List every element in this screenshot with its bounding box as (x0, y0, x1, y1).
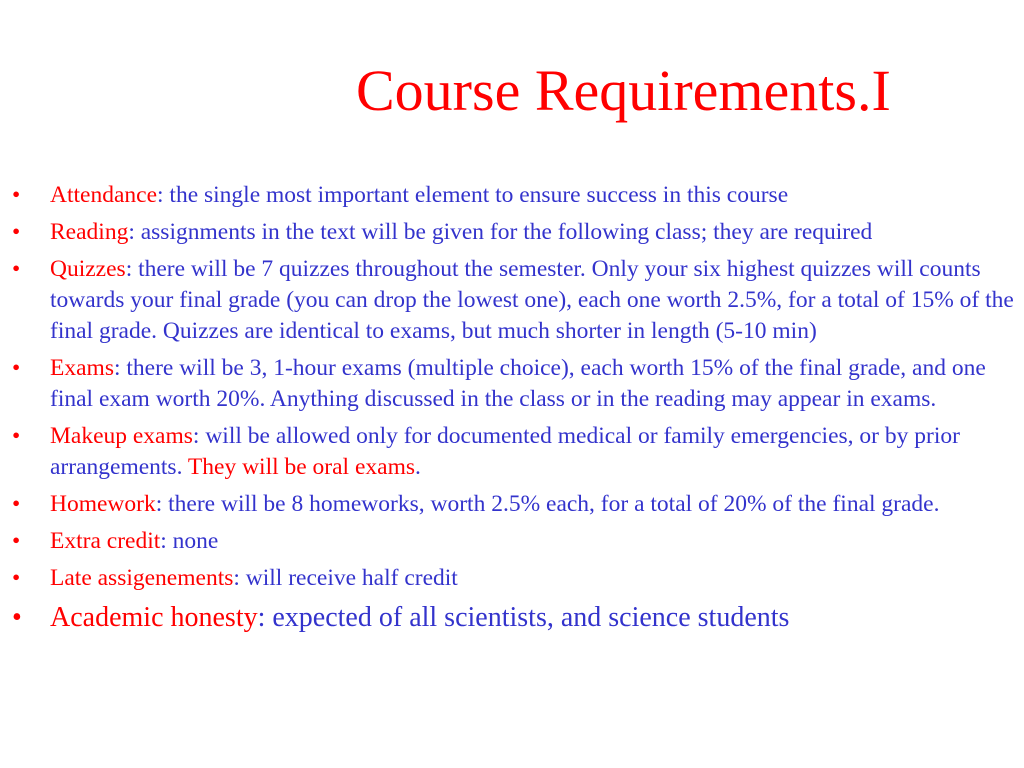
list-item-attendance (0, 180, 1020, 211)
term-makeup-exams: Makeup exams (50, 423, 193, 449)
bullet-dot-icon: • (12, 565, 21, 591)
desc-makeup-exams: : will be allowed only for documented medical or family emergencies, or by prior arrangements. (50, 423, 960, 480)
term-academic-honesty: Academic honesty (50, 602, 258, 633)
list-item-late-assignments (0, 563, 1020, 594)
list-item-makeup-exams (0, 421, 1020, 483)
desc-extra-credit: : none (160, 528, 219, 554)
bullet-dot-icon: • (12, 602, 22, 633)
list-item-quizzes (0, 254, 1020, 347)
desc-academic-honesty: : expected of all scientists, and science students (257, 602, 790, 633)
term-reading: Reading (50, 219, 129, 245)
bullet-dot-icon: • (12, 256, 21, 282)
list-item-exams (0, 353, 1020, 415)
bullet-dot-icon: • (12, 528, 21, 554)
term-quizzes: Quizzes (50, 256, 126, 282)
requirements-list (0, 180, 1020, 642)
makeup-exams-period: . (415, 454, 421, 480)
slide-title: Course Requirements.I (356, 58, 891, 123)
bullet-dot-icon: • (12, 219, 21, 245)
term-homework: Homework (50, 491, 156, 517)
term-extra-credit: Extra credit (50, 528, 161, 554)
oral-exams-note: They will be oral exams (187, 454, 416, 480)
bullet-dot-icon: • (12, 423, 21, 449)
list-item-reading (0, 217, 1020, 248)
desc-reading: : assignments in the text will be given for the following class; they are required (128, 219, 873, 245)
term-attendance: Attendance (50, 182, 158, 208)
list-item-academic-honesty (0, 600, 1020, 636)
desc-late-assignments: : will receive half credit (233, 565, 458, 591)
bullet-dot-icon: • (12, 182, 21, 208)
desc-quizzes: : there will be 7 quizzes throughout the semester. Only your six highest quizzes will counts towards your final grade (you can drop the lowest one), each one worth 2.5%, for a total of 15% of the final grade. Quizzes are identical to exams, but much shorter in length (5-10 min) (50, 256, 1014, 344)
list-item-homework (0, 489, 1020, 520)
term-late-assignments: Late assigenements (50, 565, 234, 591)
desc-attendance: : the single most important element to ensure success in this course (157, 182, 789, 208)
term-exams: Exams (50, 355, 114, 381)
desc-homework: : there will be 8 homeworks, worth 2.5% each, for a total of 20% of the final grade. (155, 491, 940, 517)
list-item-extra-credit (0, 526, 1020, 557)
desc-exams: : there will be 3, 1-hour exams (multiple choice), each worth 15% of the final grade, and one final exam worth 20%. Anything discussed in the class or in the reading may appear in exams. (50, 355, 986, 412)
bullet-dot-icon: • (12, 491, 21, 517)
bullet-dot-icon: • (12, 355, 21, 381)
